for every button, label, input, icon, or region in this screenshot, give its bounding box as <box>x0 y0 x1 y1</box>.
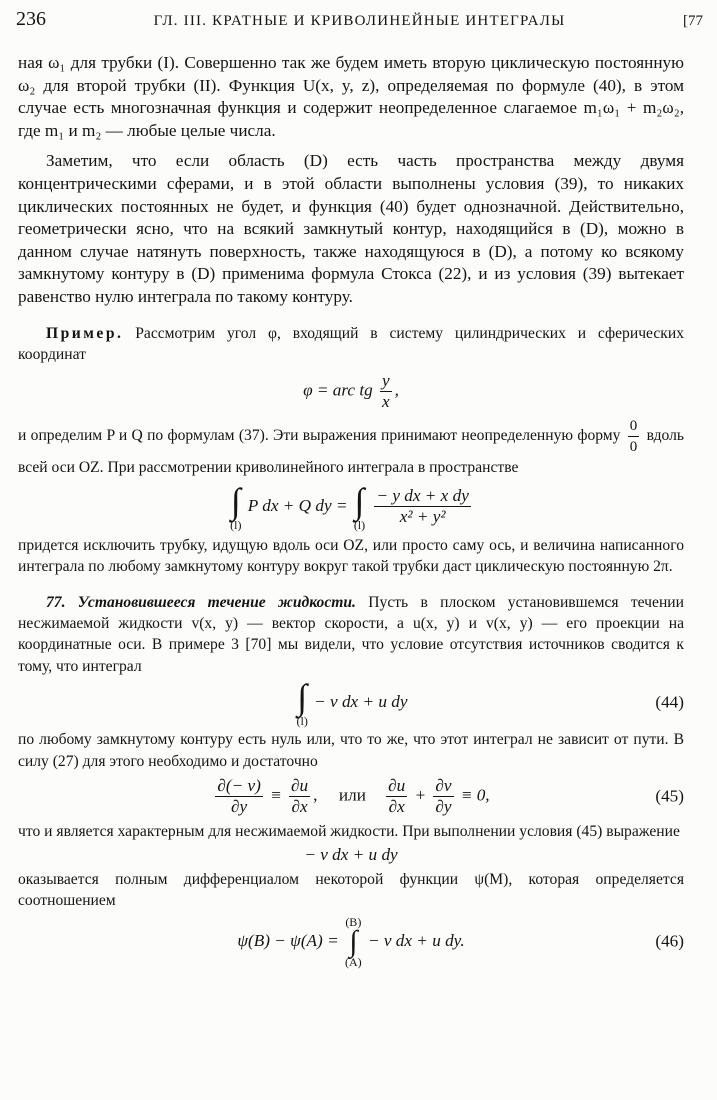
section-marker: [77 <box>683 13 703 29</box>
phi-numerator: y <box>382 371 390 391</box>
paragraph-1: ная ω₁ для трубки (I). Совершенно так же будем иметь вторую циклическую постоянную ω₂ для второй трубки (II). Функция U(x, y, z), определяемая по формуле (40), в этом случае есть многозначная функция и содержит неопределенное слагаемое m₁ω₁ + m₂ω₂, где m₁ и m₂ — любые целые числа. <box>18 53 684 140</box>
integral-lhs: P dx + Q dy = <box>247 495 348 515</box>
example-text-3: придется исключить трубку, идущую вдоль оси OZ, или просто саму ось, и величина написанного интеграла по любому замкнутому контуру вокруг такой трубки даст циклическую постоянную 2π. <box>18 536 684 576</box>
example-text-2: и определим P и Q по формулам (37). Эти выражения принимают неопределенную форму $\frac{0}{0}$ вдоль всей оси OZ. При рассмотрении криволинейного интеграла в пространстве <box>18 418 684 477</box>
section-77-intro: 77. Установившееся течение жидкости. Пусть в плоском установившемся течении несжимаемой жидкости v(x, y) — вектор скорости, а u(x, y) и v(x, y) — его проекции на координатные оси. В примере 3 [70] мы видели, что условие отсутствия источников сводится к тому, что интеграл <box>18 593 684 675</box>
phi-formula <box>18 371 684 412</box>
integral-sign-1: ∫ (l) <box>230 480 242 532</box>
example-intro <box>18 323 684 366</box>
section-77-text-2: по любому замкнутому контуру есть нуль или, что то же, что этот интеграл не зависит от пути. В силу (27) для этого необходимо и достаточно <box>18 731 684 770</box>
phi-lhs: φ = arc tg <box>303 380 373 400</box>
integral-sign-2: ∫ (l) <box>353 480 366 532</box>
page-number: 236 <box>16 8 46 30</box>
phi-denominator: x <box>382 392 390 412</box>
section-77-text-3: что и является характерным для несжимаемой жидкости. При выполнении условия (45) выражение <box>18 823 680 840</box>
zero-over-zero: $\frac{0}{0}$ <box>629 418 638 456</box>
section-77-title: 77. Установившееся течение жидкости. <box>46 593 356 611</box>
differential-expression: − v dx + u dy <box>304 845 398 865</box>
page-body <box>18 52 684 972</box>
section-77-text-4: оказывается полным дифференциалом некоторой функции ψ(M), которая определяется соотношением <box>18 871 684 910</box>
example-text: Рассмотрим угол φ, входящий в систему цилиндрических и сферических координат <box>18 324 684 363</box>
equation-number-44: (44) <box>655 692 684 712</box>
phi-fraction <box>380 371 392 412</box>
equation-44: ∫ (l) − v dx + u dy (44) <box>296 677 684 729</box>
equation-number-46: (46) <box>655 931 684 951</box>
equation-46: ψ(B) − ψ(A) = (B) ∫ (A) − v dx + u dy. (46) <box>237 914 684 969</box>
space-integral <box>18 480 684 532</box>
running-title: ГЛ. III. КРАТНЫЕ И КРИВОЛИНЕЙНЫЕ ИНТЕГРАЛЫ <box>153 13 566 29</box>
integral-fraction: $\frac{\text{− y dx + x dy}}{\text{x² + y²}}$ <box>376 486 469 527</box>
equation-45: $\frac{\partial(- v)}{\partial y}$ ≡ $\frac{\partial u}{\partial x}$ , или $\frac{\partial u}{\partial x}$ + $\frac{\partial v}{\partial y}$ ≡ 0, (45) <box>217 776 684 816</box>
equation-number-45: (45) <box>655 786 684 806</box>
phi-end: , <box>394 380 399 400</box>
example-label: Пример. <box>46 324 124 342</box>
paragraph-2: Заметим, что если область (D) есть часть пространства между двумя концентрическими сферами, и в этой области выполнены условия (39), то никаких циклических постоянных не будет, и функция (40) будет однозначной. Действительно, геометрически ясно, что на всякий замкнутый контур, находящийся в (D), можно в данном случае натянуть поверхность, также находящуюся в (D), а потому ко всякому замкнутому контуру в (D) применима формула Стокса (22), и из условия (39) вытекает равенство нулю интеграла по такому контуру. <box>18 151 684 306</box>
page-header <box>16 8 703 34</box>
